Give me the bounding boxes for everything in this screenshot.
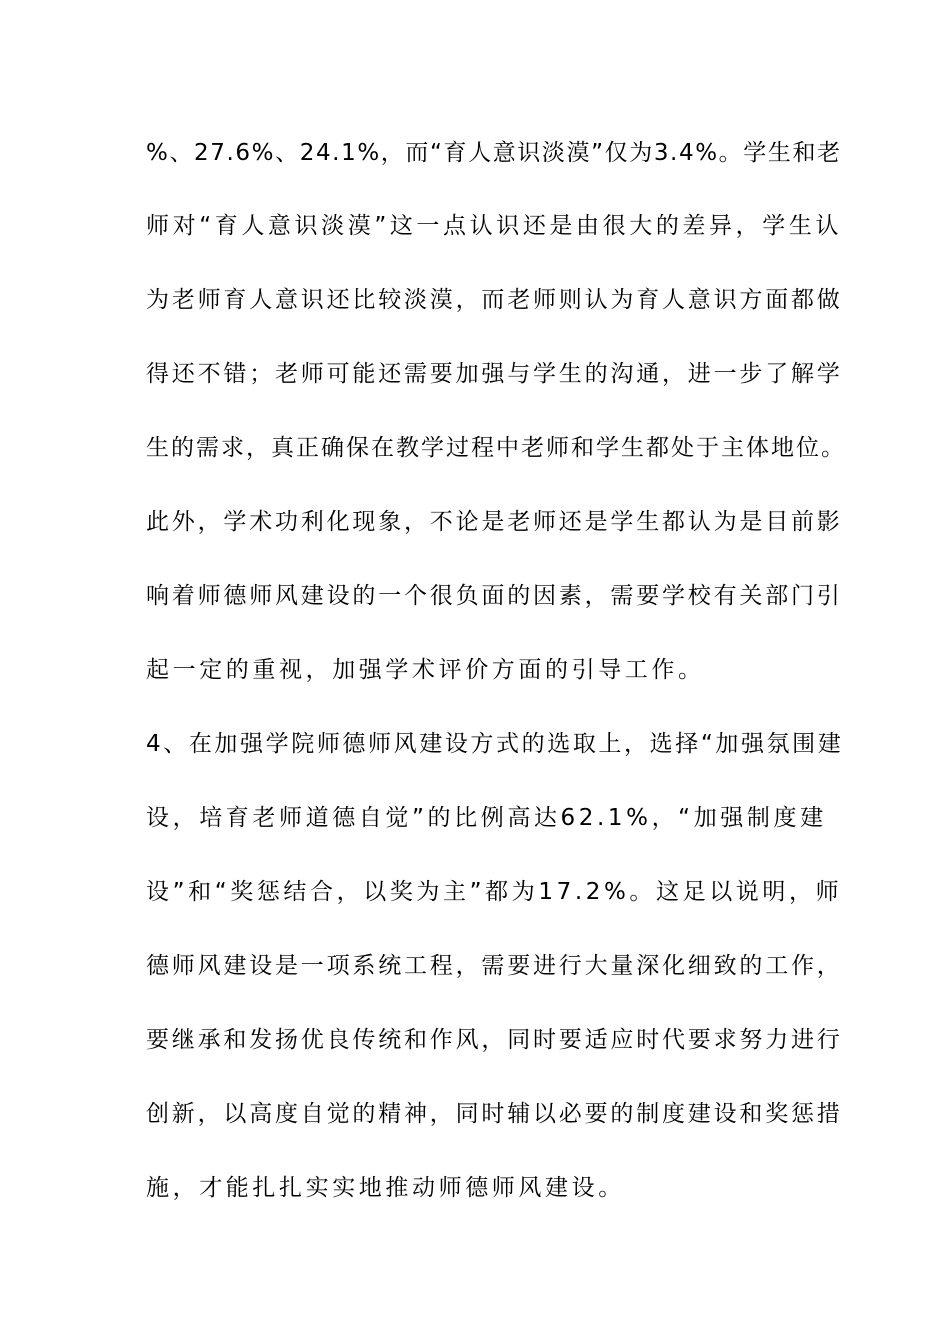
text-line: 创新，以高度自觉的精神，同时辅以必要的制度建设和奖惩措: [146, 1101, 843, 1127]
text-line: 响着师德师风建设的一个很负面的因素，需要学校有关部门引: [146, 583, 843, 609]
text-line: 设，培育老师道德自觉”的比例高达62.1%，“加强制度建: [146, 805, 827, 831]
text-line: 生的需求，真正确保在教学过程中老师和学生都处于主体地位。: [146, 435, 846, 461]
text-line: 此外，学术功利化现象，不论是老师还是学生都认为是目前影: [146, 509, 843, 535]
text-line: 4、在加强学院师德师风建设方式的选取上，选择“加强氛围建: [146, 731, 844, 757]
text-line: 要继承和发扬优良传统和作风，同时要适应时代要求努力进行: [146, 1027, 843, 1053]
text-line: 设”和“奖惩结合，以奖为主”都为17.2%。这足以说明，师: [146, 879, 843, 905]
text-line: %、27.6%、24.1%，而“育人意识淡漠”仅为3.4%。学生和老: [146, 140, 842, 166]
text-line: 为老师育人意识还比较淡漠，而老师则认为育人意识方面都做: [146, 287, 843, 313]
text-line: 得还不错；老师可能还需要加强与学生的沟通，进一步了解学: [146, 361, 843, 387]
text-line: 施，才能扎扎实实地推动师德师风建设。: [146, 1175, 625, 1201]
text-line: 德师风建设是一项系统工程，需要进行大量深化细致的工作，: [146, 953, 843, 979]
text-line: 师对“育人意识淡漠”这一点认识还是由很大的差异，学生认: [146, 213, 843, 239]
text-line: 起一定的重视，加强学术评价方面的引导工作。: [146, 657, 705, 683]
